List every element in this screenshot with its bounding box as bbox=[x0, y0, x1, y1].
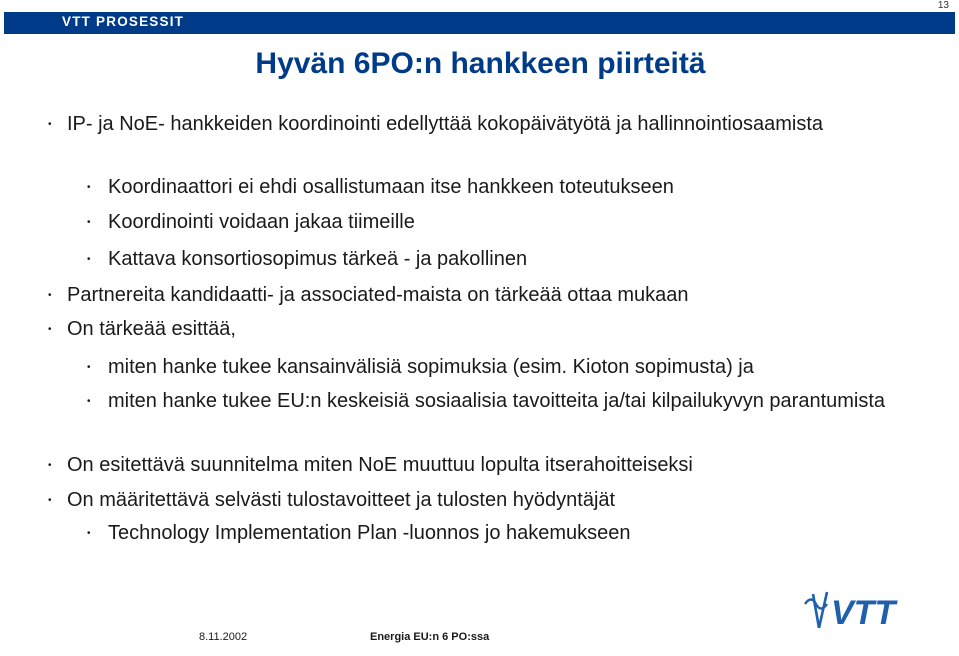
bullet-text: On tärkeää esittää, bbox=[67, 318, 236, 340]
footer-date: 8.11.2002 bbox=[199, 631, 248, 643]
bullet-text: Koordinaattori ei ehdi osallistumaan itse hankkeen toteutukseen bbox=[108, 176, 674, 198]
bullet-item bbox=[48, 315, 927, 344]
bullet-text: Partnereita kandidaatti- ja associated-maista on tärkeää ottaa mukaan bbox=[67, 284, 689, 306]
slide-title: Hyvän 6PO:n hankkeen piirteitä bbox=[255, 47, 706, 80]
bullet-dot-icon: • bbox=[48, 119, 52, 130]
logo-stroke-icon bbox=[813, 594, 819, 628]
sub-bullet-item bbox=[87, 519, 928, 548]
bullet-text: On esitettävä suunnitelma miten NoE muuttuu lopulta itserahoitteiseksi bbox=[67, 454, 693, 476]
bullet-dot-icon: • bbox=[87, 362, 91, 373]
bullet-dot-icon: • bbox=[48, 495, 52, 506]
footer-title: Energia EU:n 6 PO:ssa bbox=[370, 631, 490, 643]
bullet-text: On määritettävä selvästi tulostavoitteet ja tulosten hyödyntäjät bbox=[67, 489, 616, 511]
bullet-dot-icon: • bbox=[87, 217, 91, 228]
brand-label: VTT PROSESSIT bbox=[62, 14, 185, 29]
bullet-dot-icon: • bbox=[87, 182, 91, 193]
bullet-item bbox=[48, 110, 927, 139]
sub-bullet-item bbox=[87, 208, 928, 237]
sub-bullet-item bbox=[87, 387, 928, 416]
vtt-logo-icon bbox=[803, 588, 915, 630]
bullet-text: miten hanke tukee EU:n keskeisiä sosiaalisia tavoitteita ja/tai kilpailukyvyn parantumista bbox=[108, 390, 886, 412]
logo-text: VTT bbox=[831, 594, 896, 630]
bullet-dot-icon: • bbox=[87, 528, 91, 539]
bullet-text: IP- ja NoE- hankkeiden koordinointi edellyttää kokopäivätyötä ja hallinnointiosaamista bbox=[67, 113, 823, 135]
sub-bullet-item bbox=[87, 353, 928, 382]
bullet-item bbox=[48, 486, 927, 515]
logo-stroke-icon bbox=[819, 592, 827, 628]
sub-bullet-item bbox=[87, 173, 928, 202]
bullet-item bbox=[48, 451, 927, 480]
bullet-dot-icon: • bbox=[87, 254, 91, 265]
bullet-text: Kattava konsortiosopimus tärkeä - ja pakollinen bbox=[108, 248, 528, 270]
bullet-text: Technology Implementation Plan -luonnos jo hakemukseen bbox=[108, 522, 631, 544]
bullet-dot-icon: • bbox=[48, 324, 52, 335]
sub-bullet-item bbox=[87, 245, 928, 274]
bullet-dot-icon: • bbox=[87, 396, 91, 407]
bullet-dot-icon: • bbox=[48, 290, 52, 301]
page-number: 13 bbox=[937, 0, 949, 11]
bullet-text: Koordinointi voidaan jakaa tiimeille bbox=[108, 211, 415, 233]
bullet-text: miten hanke tukee kansainvälisiä sopimuksia (esim. Kioton sopimusta) ja bbox=[108, 356, 754, 378]
header-bar bbox=[4, 12, 955, 34]
bullet-item bbox=[48, 281, 927, 310]
bullet-dot-icon: • bbox=[48, 460, 52, 471]
